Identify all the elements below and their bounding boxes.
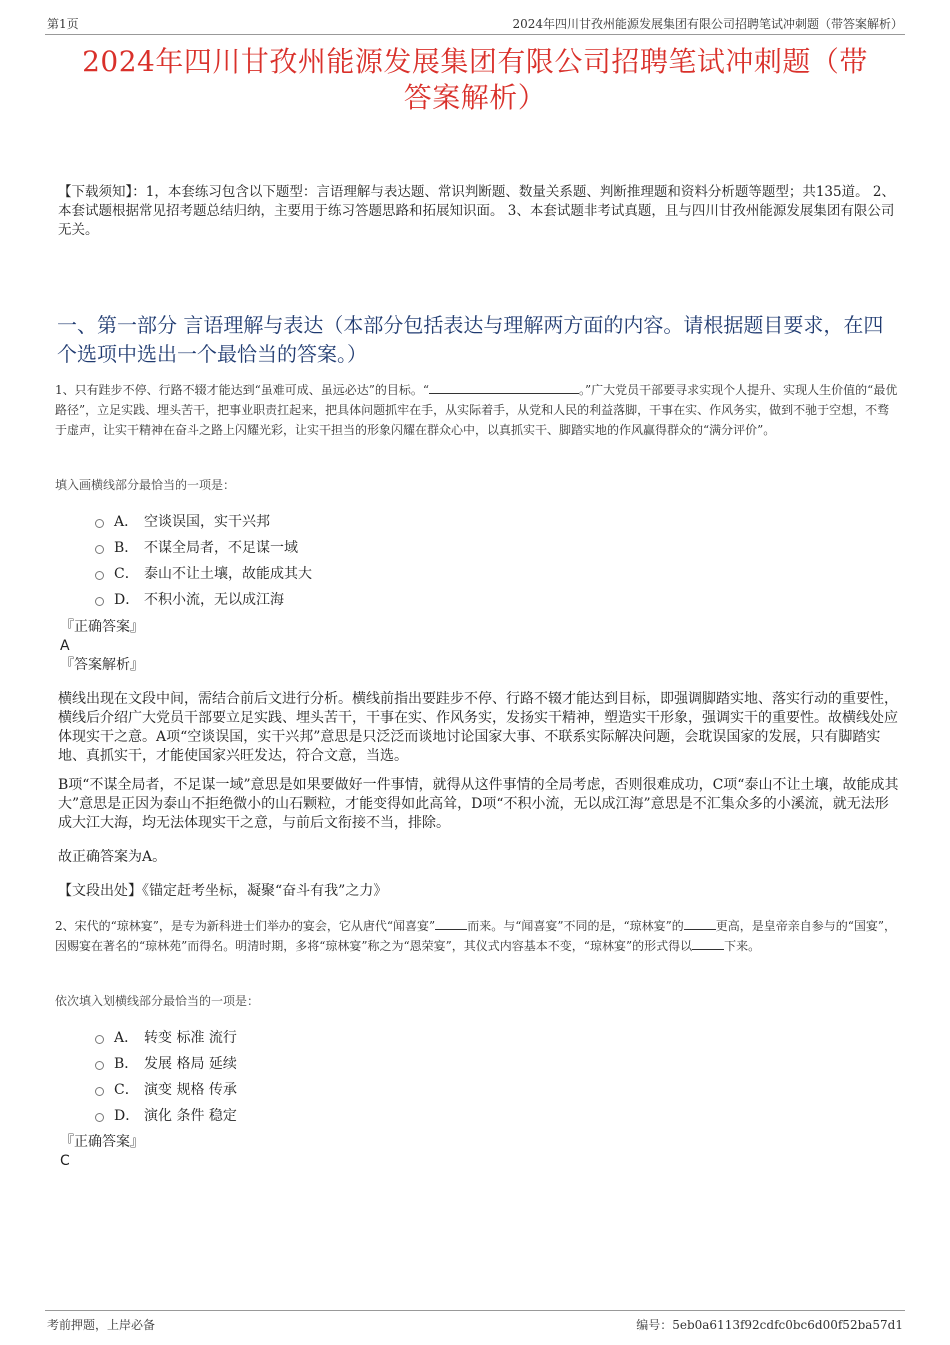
radio-icon[interactable] bbox=[95, 1113, 104, 1122]
answer-label: 『正确答案』 bbox=[60, 1134, 144, 1150]
option-text: 发展 格局 延续 bbox=[144, 1056, 237, 1072]
answer-blank bbox=[429, 381, 579, 394]
option-c[interactable] bbox=[95, 560, 312, 586]
option-letter: D． bbox=[114, 1108, 140, 1124]
option-text: 不谋全局者，不足谋一域 bbox=[144, 540, 298, 556]
question-1-text bbox=[55, 380, 900, 440]
q2-text-c: 更高，是皇帝亲自参与的“国宴”，因赐宴在著名的“琼林苑”而得名。明清时期，多将“琼林宴”称之为“恩荣宴”，其仪式内容基本不变，“琼林宴”的形式得以 bbox=[55, 919, 897, 953]
footer-note: 考前押题，上岸必备 bbox=[47, 1318, 156, 1332]
answer-blank bbox=[684, 917, 716, 930]
option-letter: A． bbox=[114, 514, 139, 530]
option-b[interactable] bbox=[95, 534, 312, 560]
question-2-options bbox=[95, 1024, 237, 1128]
q2-text-b: 而来。与“闻喜宴”不同的是，“琼林宴”的 bbox=[467, 919, 684, 933]
radio-icon[interactable] bbox=[95, 1035, 104, 1044]
analysis-label: 『答案解析』 bbox=[60, 657, 144, 673]
analysis-paragraph-1: 横线出现在文段中间，需结合前后文进行分析。横线前指出要跬步不停、行路不辍才能达到目标，即强调脚踏实地、落实行动的重要性，横线后介绍广大党员干部要立足实践、埋头苦干，干事在实、作风务实，发扬实干精神，塑造实干形象，强调实干的重要性。故横线处应体现实干之意。A项“空谈误国，实干兴邦”意思是只泛泛而谈地讨论国家大事、不联系实际解决问题，会耽误国家的发展，只有脚踏实地、真抓实干，才能使国家兴旺发达，符合文意，当选。 bbox=[58, 691, 898, 764]
answer-blank bbox=[435, 917, 467, 930]
option-text: 空谈误国，实干兴邦 bbox=[144, 514, 270, 530]
passage-source: 【文段出处】《锚定赶考坐标，凝聚“奋斗有我”之力》 bbox=[58, 883, 388, 899]
option-letter: B． bbox=[114, 540, 139, 556]
option-text: 演变 规格 传承 bbox=[144, 1082, 237, 1098]
question-1-prompt: 填入画横线部分最恰当的一项是： bbox=[55, 478, 236, 492]
option-text: 不积小流，无以成江海 bbox=[144, 592, 284, 608]
option-letter: C． bbox=[114, 1082, 139, 1098]
option-text: 泰山不让土壤，故能成其大 bbox=[144, 566, 312, 582]
q2-text-d: 下来。 bbox=[724, 939, 761, 953]
page-footer bbox=[45, 1310, 905, 1333]
footer-code: 编号：5eb0a6113f92cdfc0bc6d00f52ba57d1 bbox=[636, 1318, 903, 1332]
option-b[interactable] bbox=[95, 1050, 237, 1076]
q2-answer-block bbox=[60, 1133, 144, 1171]
option-text: 演化 条件 稳定 bbox=[144, 1108, 237, 1124]
analysis-paragraph-2: B项“不谋全局者，不足谋一域”意思是如果要做好一件事情，就得从这件事情的全局考虑，否则很难成功，C项“泰山不让土壤，故能成其大”意思是正因为泰山不拒绝微小的山石颗粒，才能变得如此高耸，D项“不积小流，无以成江海”意思是不汇集众多的小溪流，就无法形成大江大海，均无法体现实干之意，与前后文衔接不当，排除。 bbox=[58, 777, 899, 831]
option-letter: A． bbox=[114, 1030, 139, 1046]
radio-icon[interactable] bbox=[95, 545, 104, 554]
q2-text-a: 2、宋代的“琼林宴”，是专为新科进士们举办的宴会，它从唐代“闻喜宴” bbox=[55, 919, 436, 933]
answer-blank bbox=[692, 937, 724, 950]
radio-icon[interactable] bbox=[95, 597, 104, 606]
option-letter: C． bbox=[114, 566, 139, 582]
question-1-options bbox=[95, 508, 312, 612]
radio-icon[interactable] bbox=[95, 1061, 104, 1070]
analysis-paragraph-3: 故正确答案为A。 bbox=[58, 849, 167, 865]
title-line-1: 2024年四川甘孜州能源发展集团有限公司招聘笔试冲刺题（带 bbox=[82, 45, 868, 78]
radio-icon[interactable] bbox=[95, 1087, 104, 1096]
q1-text-after: 。”广大党员干部要寻求实现个人提升、实现人生价值的“最优路径”，立足实践、埋头苦干，把事业职责扛起来，把具体问题抓牢在手，从实际着手，从党和人民的利益落脚，干事在实、作风务实，做到不驰于空想，不骛于虚声，让实干精神在奋斗之路上闪耀光彩，让实干担当的形象闪耀在群众心中，以真抓实干、脚踏实地的作风赢得群众的“满分评价”。 bbox=[55, 383, 898, 437]
question-2-text bbox=[55, 916, 900, 956]
document-title bbox=[45, 44, 905, 116]
option-a[interactable] bbox=[95, 1024, 237, 1050]
option-a[interactable] bbox=[95, 508, 312, 534]
header-doc-title: 2024年四川甘孜州能源发展集团有限公司招聘笔试冲刺题（带答案解析） bbox=[512, 17, 903, 31]
option-letter: B． bbox=[114, 1056, 139, 1072]
page-header bbox=[45, 12, 905, 35]
question-2-prompt: 依次填入划横线部分最恰当的一项是： bbox=[55, 994, 260, 1008]
answer-label: 『正确答案』 bbox=[60, 619, 144, 635]
answer-value: C bbox=[60, 1153, 70, 1169]
section-heading: 一、第一部分 言语理解与表达（本部分包括表达与理解两方面的内容。请根据题目要求，在四个选项中选出一个最恰当的答案。） bbox=[57, 313, 884, 366]
option-d[interactable] bbox=[95, 586, 312, 612]
page-number: 第1页 bbox=[47, 17, 79, 31]
download-notice: 【下载须知】：1，本套练习包含以下题型：言语理解与表达题、常识判断题、数量关系题、判断推理题和资料分析题等题型；共135道。 2、本套试题根据常见招考题总结归纳，主要用于练习答题思路和拓展知识面。 3、本套试题非考试真题，且与四川甘孜州能源发展集团有限公司无关。 bbox=[58, 184, 895, 238]
q1-answer-block bbox=[60, 618, 144, 675]
option-d[interactable] bbox=[95, 1102, 237, 1128]
radio-icon[interactable] bbox=[95, 571, 104, 580]
radio-icon[interactable] bbox=[95, 519, 104, 528]
title-line-2: 答案解析） bbox=[403, 81, 547, 114]
option-c[interactable] bbox=[95, 1076, 237, 1102]
option-text: 转变 标准 流行 bbox=[144, 1030, 237, 1046]
answer-value: A bbox=[60, 638, 70, 654]
q1-text-before: 1、只有跬步不停、行路不辍才能达到“虽难可成、虽远必达”的目标。“ bbox=[55, 383, 430, 397]
option-letter: D． bbox=[114, 592, 140, 608]
